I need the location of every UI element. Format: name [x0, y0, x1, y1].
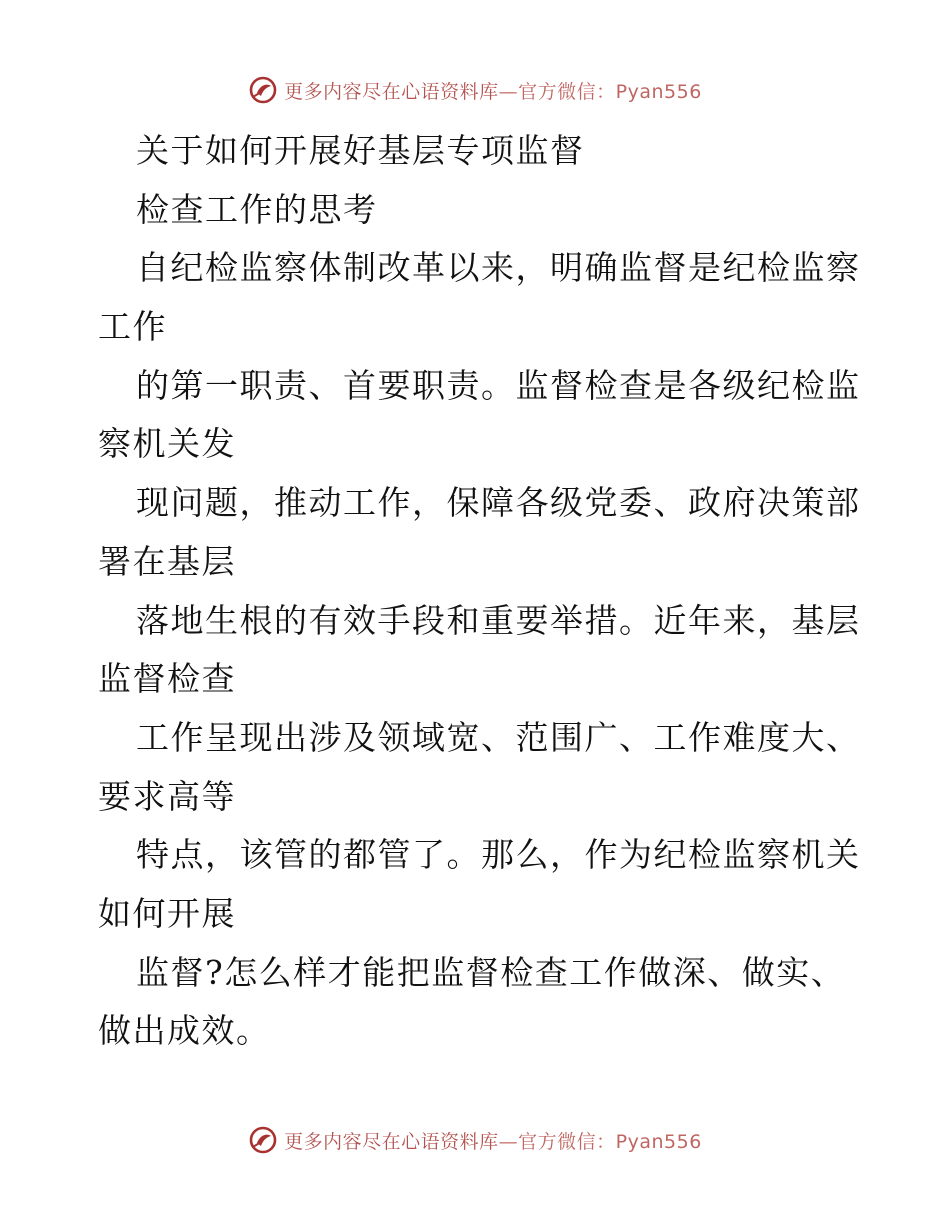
paragraph-line: 工作呈现出涉及领域宽、范围广、工作难度大、 — [136, 717, 861, 757]
paragraph-line: 署在基层 — [98, 541, 236, 581]
paragraph-line: 如何开展 — [98, 893, 236, 933]
paragraph-line: 监督检查 — [98, 659, 236, 699]
watermark-text — [284, 77, 702, 104]
header-watermark — [0, 70, 950, 110]
watermark-main: 更多内容尽在心语资料库 — [284, 1130, 499, 1153]
paragraph-line: 落地生根的有效手段和重要举措。近年来，基层 — [136, 600, 861, 640]
paragraph-line: 自纪检监察体制改革以来，明确监督是纪检监察 — [136, 248, 861, 288]
paragraph-line: 监督?怎么样才能把监督检查工作做深、做实、 — [136, 952, 846, 992]
paragraph-line: 的第一职责、首要职责。监督检查是各级纪检监 — [136, 365, 861, 405]
watermark-contact: 官方微信：Pyan556 — [518, 1130, 702, 1153]
watermark-main: 更多内容尽在心语资料库 — [284, 80, 499, 103]
watermark-separator: — — [498, 1130, 519, 1153]
paragraph-line: 做出成效。 — [98, 1011, 271, 1051]
paragraph-line: 要求高等 — [98, 776, 236, 816]
watermark-contact: 官方微信：Pyan556 — [518, 80, 702, 103]
brand-logo-icon — [248, 1125, 278, 1155]
title-line-2: 检查工作的思考 — [136, 189, 378, 229]
footer-watermark — [0, 1120, 950, 1160]
paragraph-line: 工作 — [98, 307, 167, 347]
brand-logo-icon — [248, 75, 278, 105]
paragraph-line: 察机关发 — [98, 424, 236, 464]
paragraph-line: 现问题，推动工作，保障各级党委、政府决策部 — [136, 483, 861, 523]
watermark-text — [284, 1127, 702, 1154]
title-line-1: 关于如何开展好基层专项监督 — [136, 131, 585, 170]
paragraph-line: 特点，该管的都管了。那么，作为纪检监察机关 — [136, 835, 861, 875]
document-body — [98, 122, 868, 1061]
watermark-separator: — — [498, 80, 519, 103]
